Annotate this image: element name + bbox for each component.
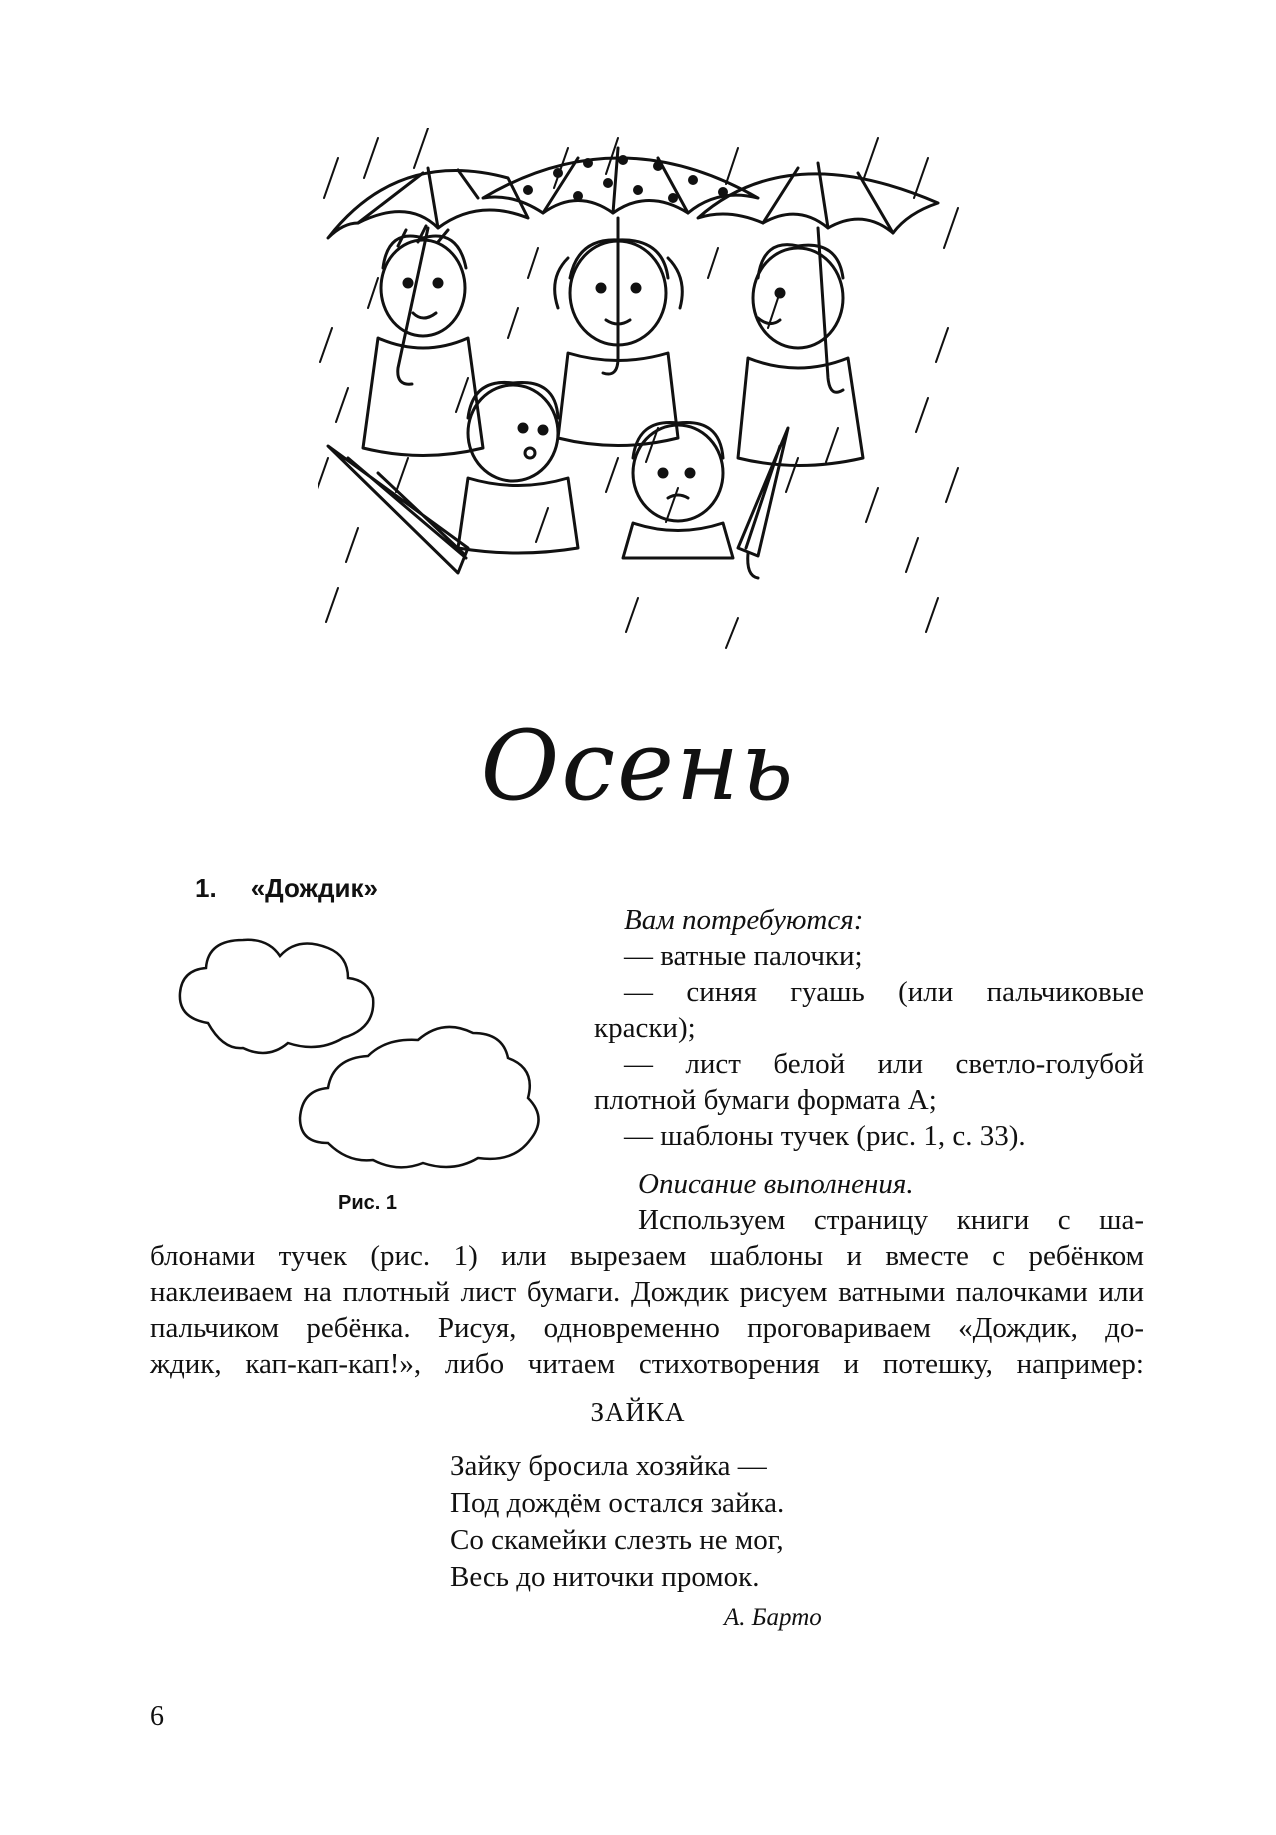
materials-line: — ватные палочки; — [624, 940, 863, 972]
cloud-upper — [180, 940, 373, 1053]
umbrella-right — [698, 163, 938, 392]
materials-line: — шаблоны тучек (рис. 1, с. 33). — [624, 1120, 1026, 1152]
poem-line: Зайку бросила хозяйка — — [450, 1450, 767, 1482]
chapter-title: Осень — [480, 710, 796, 822]
children-umbrellas-illustration — [318, 128, 972, 658]
materials-line: — лист белой или светло-голубой — [624, 1048, 1144, 1080]
page-number: 6 — [150, 1701, 164, 1732]
description-line: наклеиваем на плотный лист бумаги. Дождик рисуем ватными палочками или — [150, 1276, 1144, 1308]
child-left — [363, 226, 483, 456]
cloud-templates-figure — [168, 928, 558, 1178]
materials-line: плотной бумаги формата А; — [594, 1084, 937, 1116]
materials-line: — синяя гуашь (или пальчиковые — [624, 976, 1144, 1008]
description-line: блонами тучек (рис. 1) или вырезаем шаблоны и вместе с ребёнком — [150, 1240, 1144, 1272]
section-title: «Дождик» — [250, 873, 378, 903]
poem-line: Весь до ниточки промок. — [450, 1561, 760, 1593]
poem-line: Со скамейки слезть не мог, — [450, 1524, 784, 1556]
poem-body — [450, 1448, 784, 1596]
description-heading: Описание выполнения. — [638, 1168, 914, 1200]
description-line: ждик, кап-кап-кап!», либо читаем стихотворения и потешку, например: — [150, 1348, 1144, 1380]
materials-heading: Вам потребуются: — [624, 904, 864, 936]
poem-line: Под дождём остался зайка. — [450, 1487, 785, 1519]
closed-umbrella-right — [738, 428, 788, 578]
rain-streaks — [318, 128, 958, 648]
child-right — [738, 245, 863, 466]
umbrella-middle — [483, 148, 758, 374]
figure-caption: Рис. 1 — [338, 1192, 397, 1214]
poem-title: ЗАЙКА — [590, 1397, 686, 1427]
cloud-lower — [300, 1027, 539, 1167]
umbrella-left — [328, 168, 528, 384]
child-bottom-left — [458, 382, 578, 553]
description-line: Используем страницу книги с ша- — [638, 1204, 1144, 1236]
poem-author: А. Барто — [724, 1604, 822, 1631]
description-line: пальчиком ребёнка. Рисуя, одновременно проговариваем «Дождик, до- — [150, 1312, 1144, 1344]
section-heading — [195, 873, 378, 904]
materials-line: краски); — [594, 1012, 696, 1044]
section-number: 1. — [195, 873, 217, 903]
